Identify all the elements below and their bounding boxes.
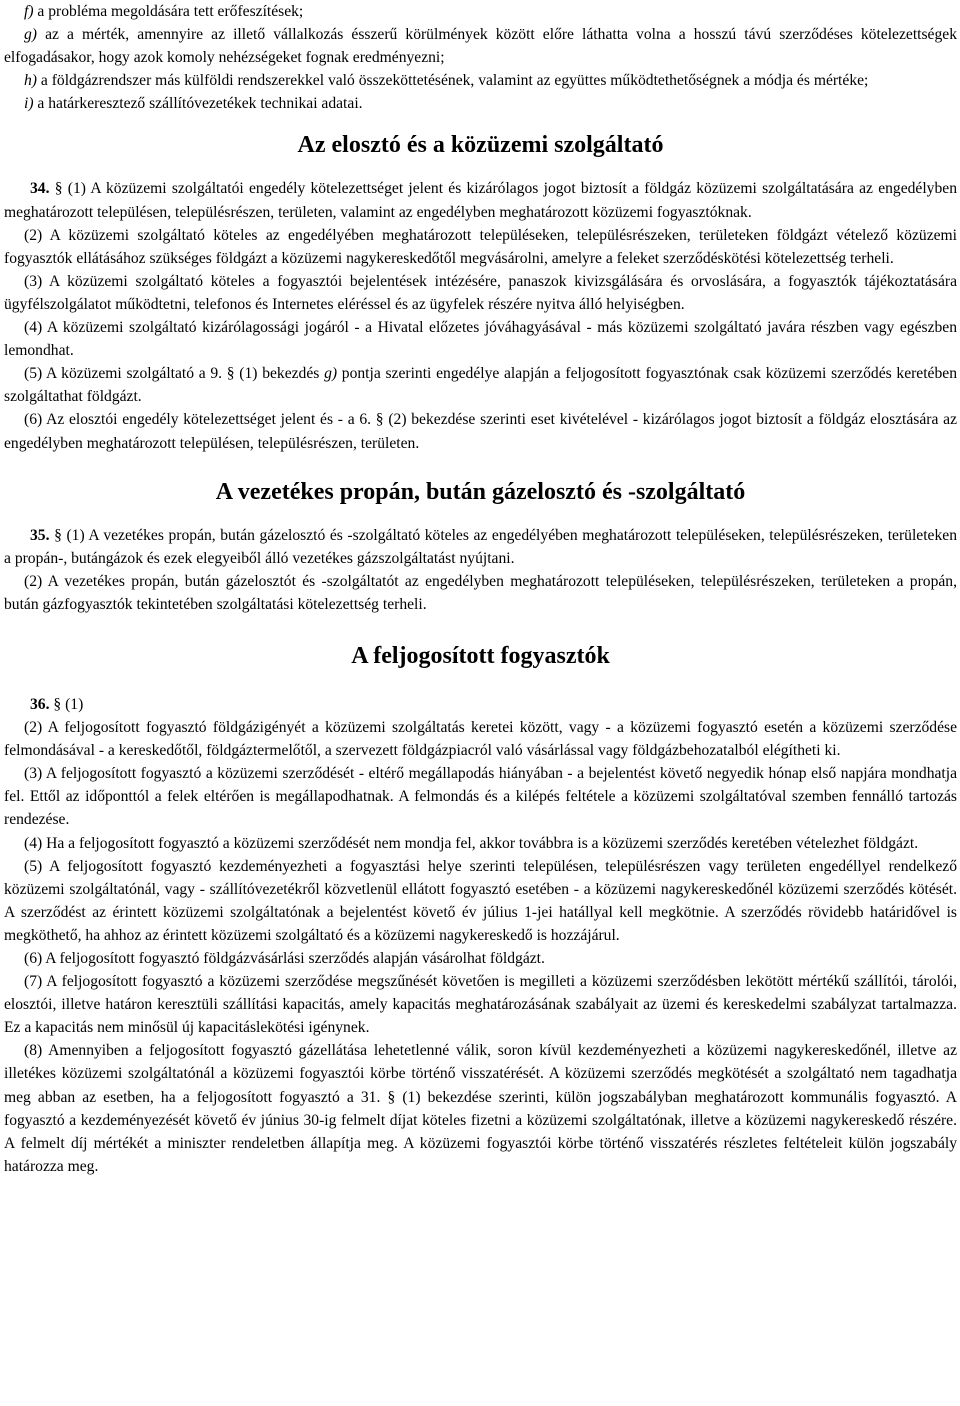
section-36-paragraph-3: (3) A feljogosított fogyasztó a közüzemi szerződését - eltérő megállapodás hiányában - a bejelentést követő negyedik hónap első napjára mondhatja fel. Ettől az időponttól a felek eltérően is megállapodhatnak. A felmondás és a kilépés feltétele a közüzemi szolgáltatóval szemben fennálló tartozás rendezése.: [4, 765, 957, 829]
paragraph-text: (5) A közüzemi szolgáltató a 9.: [24, 365, 227, 383]
section-sign: §: [387, 1088, 396, 1106]
item-text: a probléma megoldására tett erőfeszítések;: [33, 3, 304, 20]
section-36-paragraph-8: [4, 1039, 957, 1178]
section-34-paragraph-5: [4, 362, 957, 408]
section-34-paragraph-1: [4, 177, 957, 223]
section-number: 34.: [30, 180, 50, 198]
section-34-paragraph-4: (4) A közüzemi szolgáltató kizárólagossági jogáról - a Hivatal előzetes jóváhagyásával - más közüzemi szolgáltató javára részben vagy egészben lemondhat.: [4, 319, 957, 360]
item-label: h): [24, 72, 37, 90]
section-36-paragraph-7: (7) A feljogosított fogyasztó a közüzemi szerződése megszűnését követően is megilleti a közüzemi szerződésben lekötött mértékű szállítói, tárolói, elosztói, illetve határon keresztüli szállítási kapacitás, amely kapacitás meghatározásának szabályait az üzemi és kereskedelmi szabályzat tartalmazza. Ez a kapacitás nem minősül új kapacitáslekötési igénynek.: [4, 973, 957, 1037]
item-g: [4, 23, 957, 69]
section-35-paragraph-1: [4, 524, 957, 570]
section-36-paragraph-1: [4, 693, 957, 716]
section-number: 36.: [30, 695, 50, 713]
paragraph-text: (1) A közüzemi szolgáltatói engedély kötelezettséget jelent és kizárólagos jogot biztosít a földgáz közüzemi szolgáltatására az engedélyben meghatározott településen, településrészen, területen, valamint az engedélyben meghatározott közüzemi fogyasztóknak.: [4, 180, 957, 221]
item-text: a földgázrendszer más külföldi rendszerekkel való összeköttetésének, valamint az együttes működtethetőségnek a módja és mértéke;: [37, 72, 869, 90]
item-f: [4, 0, 957, 23]
section-sign: §: [226, 365, 235, 383]
section-36-paragraph-4: (4) Ha a feljogosított fogyasztó a közüzemi szerződését nem mondja fel, akkor továbbra is a közüzemi szerződés keretében vételezhet földgázt.: [24, 834, 919, 852]
section-36-paragraph-2: (2) A feljogosított fogyasztó földgázigényét a közüzemi szolgáltatás keretei között, vagy - a közüzemi fogyasztó esetén a közüzemi szerződése felmondásával - a kereskedőtől, földgáztermelőtől, a szervezett földgázpiacról való vásárlással vagy földgázbehozatalból elégítheti ki.: [4, 719, 957, 760]
section-heading-propane-butane: A vezetékes propán, bután gázelosztó és -szolgáltató: [215, 478, 746, 505]
item-i: [4, 92, 957, 115]
section-34-paragraph-6: [4, 408, 957, 454]
section-35-paragraph-2: (2) A vezetékes propán, bután gázelosztót és -szolgáltatót az engedélyben meghatározott településeken, településrészeken, területeken a propán, bután gázfogyasztók tekintetében szolgáltatási kötelezettség terheli.: [4, 572, 957, 613]
section-34-paragraph-3: (3) A közüzemi szolgáltató köteles a fogyasztói bejelentések intézésére, panaszok kivizsgálására és orvoslására, a fogyasztók tájékoztatására ügyfélszolgálatot működtetni, telefonos és Internetes eléréssel és az ügyfelek részére nyitva álló helyiségben.: [4, 272, 957, 313]
section-36-paragraph-5: (5) A feljogosított fogyasztó kezdeményezheti a fogyasztási helye szerinti településen, településrészen vagy területen engedéllyel rendelkező közüzemi szolgáltatónál, vagy - szállítóvezetékről közvetlenül ellátott fogyasztó esetében - a közüzemi nagykereskedőnél közüzemi szerződés kötését. A szerződést az érintett közüzemi szolgáltatónak a bejelentést követő év július 1-jei hatállyal kell megkötnie. A szerződés rövidebb határidővel is megköthető, ha ahhoz az érintett közüzemi szolgáltató és a közüzemi nagykereskedő is hozzájárul.: [4, 857, 957, 944]
section-sign: §: [375, 411, 384, 429]
paragraph-text: (6) Az elosztói engedély kötelezettséget jelent és - a 6.: [24, 411, 376, 429]
section-sign: §: [54, 526, 62, 544]
paragraph-text: (8) Amennyiben a feljogosított fogyasztó gázellátása lehetetlenné válik, soron kívül kezdeményezheti a közüzemi nagykereskedőnél, illetve az illetékes közüzemi szolgáltatónál a közüzemi fogyasztói körbe történő visszatérését. A közüzemi szerződés megkötését a szolgáltató nem tagadhatja meg abban az esetben, ha a feljogosított fogyasztó a 31.: [4, 1042, 957, 1106]
item-label: i): [24, 95, 34, 113]
paragraph-text: (1): [61, 695, 84, 713]
item-label: g): [24, 26, 37, 44]
section-heading-distributor: Az elosztó és a közüzemi szolgáltató: [297, 132, 664, 159]
paragraph-text: (2) bekezdése szerinti eset kivételével - kizárólagos jogot biztosít a földgáz elosztására az engedélyben meghatározott településen, településrészen, területen.: [4, 411, 957, 452]
paragraph-text: (1) A vezetékes propán, bután gázelosztó és -szolgáltató köteles az engedélyében meghatározott településeken, településrészeken, területeken a propán-, butángázok és ezek elegyeiből álló vezetékes gázszolgáltatást nyújtani.: [4, 526, 957, 567]
item-text: az a mérték, amennyire az illető vállalkozás ésszerű körülmények között előre láthatta volna a hosszú távú szerződéses kötelezettségek elfogadásakor, hogy azok komoly nehézségeket fognak eredményezni;: [4, 26, 957, 67]
point-reference: g): [324, 365, 338, 383]
item-text: a határkeresztező szállítóvezetékek technikai adatai.: [33, 95, 363, 113]
paragraph-text: (1) bekezdés: [234, 365, 325, 383]
item-label: f): [24, 3, 34, 20]
section-heading-eligible-consumers: A feljogosított fogyasztók: [351, 642, 610, 669]
section-sign: §: [54, 180, 63, 198]
section-36-paragraph-6: (6) A feljogosított fogyasztó földgázvásárlási szerződés alapján vásárolhat földgázt.: [24, 950, 545, 967]
item-h: [4, 69, 957, 92]
section-34-paragraph-2: (2) A közüzemi szolgáltató köteles az engedélyében meghatározott településeken, településrészeken, területeken földgázt vételező közüzemi fogyasztók ellátásához szükséges földgázt a közüzemi nagykereskedőtől megvásárolni, amelyre a feleket szerződéskötési kötelezettség terheli.: [4, 226, 957, 267]
section-number: 35.: [30, 526, 50, 544]
paragraph-text: pontja szerinti engedélye alapján a feljogosított fogyasztónak csak közüzemi szerződés keretében szolgáltathat földgázt.: [4, 365, 957, 406]
paragraph-text: (1) bekezdése szerinti, külön jogszabályban meghatározott kommunális fogyasztó. A fogyasztó a kezdeményezését követő év június 30-ig felmelt díjat köteles fizetni a közüzemi szolgáltatónak, illetve a közüzemi nagykereskedő részére. A felmelt díj mértékét a miniszter rendeletben állapítja meg. A közüzemi fogyasztói körbe történő visszatérés részletes feltételeit külön jogszabály határozza meg.: [4, 1088, 957, 1175]
section-sign: §: [53, 695, 62, 713]
